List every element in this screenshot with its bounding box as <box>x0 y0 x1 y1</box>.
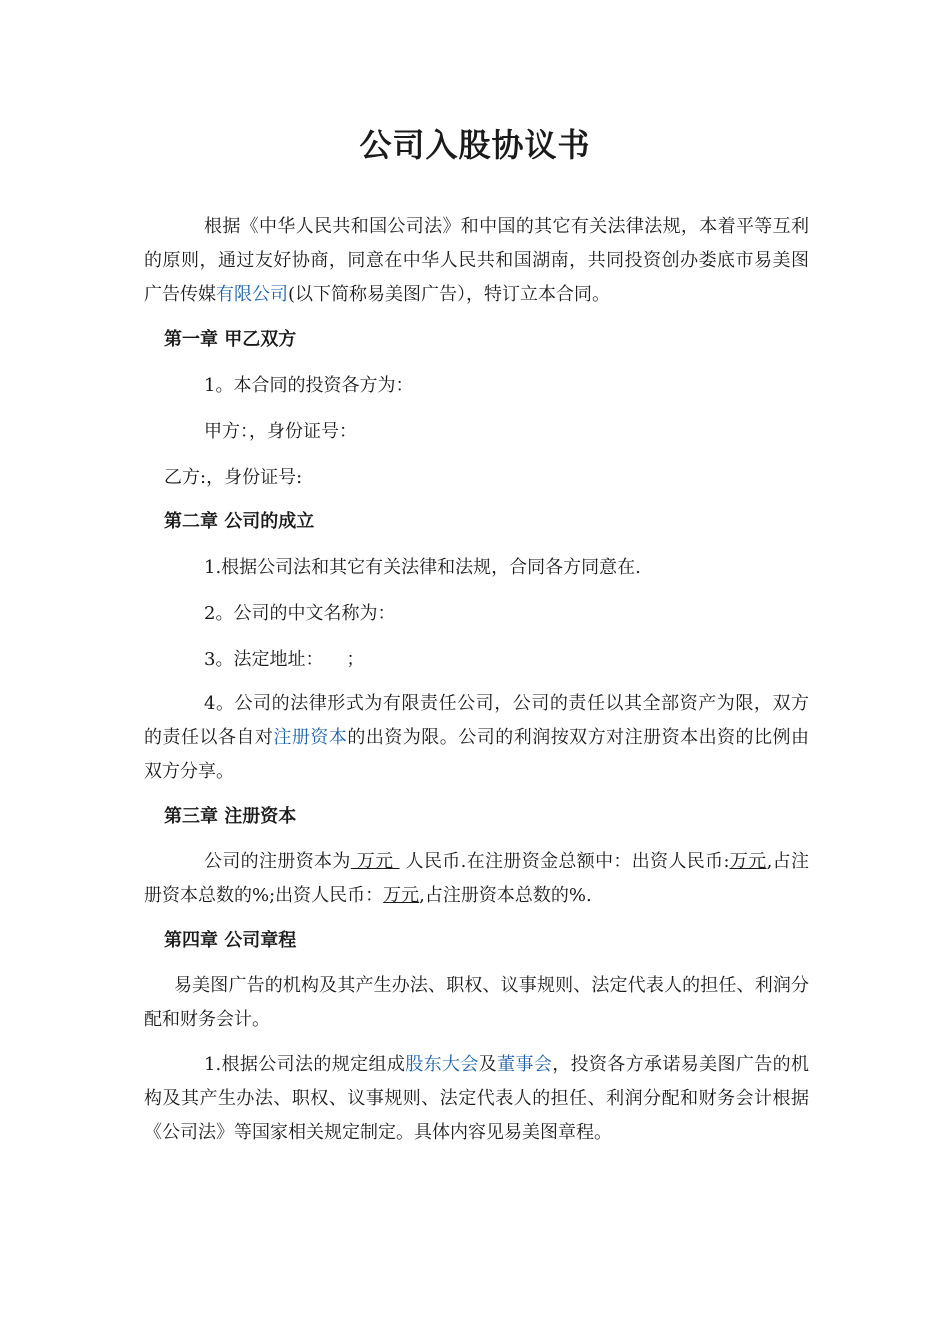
intro-text-2: (以下简称易美图广告），特订立本合同。 <box>288 284 611 305</box>
chapter-1-heading: 第一章 甲乙双方 <box>164 329 297 350</box>
ch3-paragraph <box>144 845 809 913</box>
intro-paragraph <box>144 210 809 312</box>
chapter-2-heading: 第二章 公司的成立 <box>164 511 315 532</box>
link-shareholders-meeting[interactable]: 股东大会 <box>405 1054 479 1075</box>
ch2-item-1: 1.根据公司法和其它有关法律和法规，合同各方同意在. <box>204 557 641 578</box>
ch2-item-4-text-b: 的出资为限。公司的利润按双方对注册资本出资的比例由双方分享。 <box>144 727 810 782</box>
ch1-party-a: 甲方：，身份证号： <box>204 421 357 442</box>
ch3-text-d: ,占注册资本总数的%. <box>419 885 592 906</box>
link-board-of-directors[interactable]: 董事会 <box>497 1054 553 1075</box>
ch3-text-b: 人民币.在注册资金总额中：出资人民币: <box>399 851 730 872</box>
document-title: 公司入股协议书 <box>359 126 591 164</box>
ch3-blank-2: 万元 <box>729 851 767 872</box>
chapter-4-heading: 第四章 公司章程 <box>164 930 297 951</box>
ch2-item-3: 3。法定地址： ； <box>204 649 365 670</box>
link-limited-company[interactable]: 有限公司 <box>216 284 288 305</box>
ch4-item-1-text-a: 1.根据公司法的规定组成 <box>204 1054 406 1075</box>
chapter-3-heading: 第三章 注册资本 <box>164 806 297 827</box>
ch2-item-2: 2。公司的中文名称为： <box>204 603 396 624</box>
ch4-item-1-text-b: ，投资各方承诺易美图广告的机构及其产生办法、职权、议事规则、法定代表人的担任、利润分配和财务会计根据《公司法》等国家相关规定制定。具体内容见易美图章程。 <box>144 1054 810 1143</box>
ch3-blank-1: 万元 <box>350 851 400 872</box>
ch4-paragraph-1: 易美图广告的机构及其产生办法、职权、议事规则、法定代表人的担任、利润分配和财务会计。 <box>144 975 809 1030</box>
ch4-item-1 <box>144 1048 809 1150</box>
ch2-item-4 <box>144 687 809 789</box>
ch3-text-c: ,占注册资本总数的%;出资人民币： <box>144 851 809 906</box>
ch1-item-1: 1。本合同的投资各方为： <box>204 375 414 396</box>
link-registered-capital[interactable]: 注册资本 <box>273 727 348 748</box>
ch3-blank-3: 万元 <box>383 885 420 906</box>
ch3-text-a: 公司的注册资本为 <box>204 851 351 872</box>
ch1-party-b: 乙方:，身份证号: <box>164 467 303 488</box>
ch4-item-1-text-mid: 及 <box>478 1054 498 1075</box>
ch2-item-4-text-a: 4。公司的法律形式为有限责任公司，公司的责任以其全部资产为限，双方的责任以各自对 <box>144 693 809 748</box>
intro-text-1: 根据《中华人民共和国公司法》和中国的其它有关法律法规，本着平等互利的原则，通过友好协商，同意在中华人民共和国湖南，共同投资创办娄底市易美图广告传媒 <box>144 216 809 305</box>
